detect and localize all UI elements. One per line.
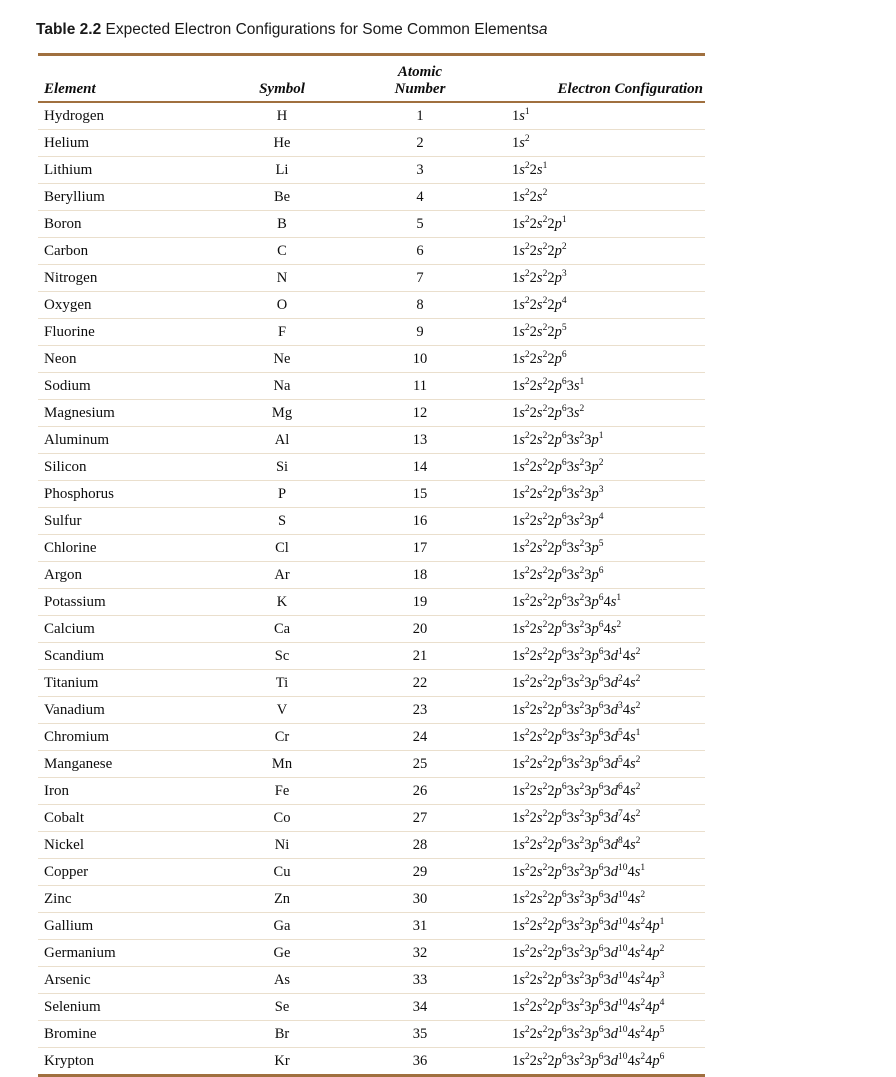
cell-element-symbol: Zn [214,886,350,913]
table-row [38,967,705,994]
cell-electron-configuration: $1s^22s^22p^1$ [490,211,705,238]
cell-element-symbol: Ni [214,832,350,859]
cell-electron-configuration: $1s^22s^22p^63s^23p^63d^{10}4s^24p^5$ [490,1021,705,1048]
table-row [38,562,705,589]
cell-element-symbol: Kr [214,1048,350,1076]
cell-electron-configuration: $1s^22s^22p^63s^23p^63d^{10}4s^24p^1$ [490,913,705,940]
cell-element-name: Iron [38,778,214,805]
cell-element-symbol: P [214,481,350,508]
cell-atomic-number: 10 [350,346,490,373]
cell-element-symbol: Ne [214,346,350,373]
table-row [38,670,705,697]
cell-element-name: Fluorine [38,319,214,346]
cell-atomic-number: 27 [350,805,490,832]
cell-atomic-number: 19 [350,589,490,616]
cell-atomic-number: 26 [350,778,490,805]
cell-atomic-number: 28 [350,832,490,859]
cell-electron-configuration: $1s^22s^22p^63s^23p^4$ [490,508,705,535]
cell-element-symbol: Ti [214,670,350,697]
cell-electron-configuration: $1s^22s^22p^63s^23p^63d^{10}4s^24p^3$ [490,967,705,994]
cell-element-symbol: Al [214,427,350,454]
table-row [38,751,705,778]
cell-element-name: Silicon [38,454,214,481]
cell-element-symbol: He [214,130,350,157]
cell-element-name: Nickel [38,832,214,859]
table-header-row [38,64,705,102]
cell-element-name: Cobalt [38,805,214,832]
cell-element-symbol: N [214,265,350,292]
table-caption [36,20,736,40]
cell-element-symbol: O [214,292,350,319]
cell-electron-configuration: $1s^22s^22p^63s^23p^5$ [490,535,705,562]
cell-element-symbol: Ca [214,616,350,643]
cell-electron-configuration: $1s^22s^22p^63s^23p^63d^{10}4s^24p^2$ [490,940,705,967]
cell-element-symbol: Mg [214,400,350,427]
cell-element-name: Vanadium [38,697,214,724]
cell-electron-configuration: $1s^22s^22p^63s^23p^63d^{10}4s^24p^4$ [490,994,705,1021]
table-row [38,1021,705,1048]
cell-atomic-number: 18 [350,562,490,589]
cell-atomic-number: 24 [350,724,490,751]
cell-atomic-number: 15 [350,481,490,508]
cell-electron-configuration: $1s^22s^22p^63s^23p^63d^14s^2$ [490,643,705,670]
cell-element-symbol: F [214,319,350,346]
table-row [38,265,705,292]
cell-element-name: Hydrogen [38,102,214,130]
table-row [38,616,705,643]
cell-atomic-number: 22 [350,670,490,697]
cell-element-name: Argon [38,562,214,589]
table-row [38,724,705,751]
table-caption-text: Expected Electron Configurations for Some Common Elements [105,21,539,38]
cell-atomic-number: 31 [350,913,490,940]
cell-element-name: Bromine [38,1021,214,1048]
cell-element-name: Phosphorus [38,481,214,508]
cell-element-name: Chlorine [38,535,214,562]
table-header [38,55,705,103]
cell-electron-configuration: $1s^22s^22p^5$ [490,319,705,346]
table-row [38,400,705,427]
cell-element-name: Zinc [38,886,214,913]
cell-atomic-number: 2 [350,130,490,157]
table-row [38,940,705,967]
cell-electron-configuration: $1s^22s^22p^63s^23p^3$ [490,481,705,508]
table-caption-label: Table 2.2 [36,21,102,38]
cell-atomic-number: 9 [350,319,490,346]
cell-element-symbol: Fe [214,778,350,805]
cell-element-name: Manganese [38,751,214,778]
cell-element-symbol: Se [214,994,350,1021]
table-row [38,454,705,481]
cell-element-name: Aluminum [38,427,214,454]
table-row [38,778,705,805]
cell-atomic-number: 8 [350,292,490,319]
cell-electron-configuration: $1s^22s^22p^63s^23p^63d^24s^2$ [490,670,705,697]
cell-electron-configuration: $1s^22s^22p^63s^23p^63d^{10}4s^1$ [490,859,705,886]
cell-electron-configuration: $1s^22s^22p^63s^23p^63d^54s^1$ [490,724,705,751]
cell-atomic-number: 5 [350,211,490,238]
table-row [38,994,705,1021]
cell-atomic-number: 4 [350,184,490,211]
electron-configuration-table [38,53,705,1077]
column-header-element: Element [38,64,214,102]
cell-atomic-number: 6 [350,238,490,265]
cell-element-symbol: Li [214,157,350,184]
cell-element-name: Neon [38,346,214,373]
table-body [38,102,705,1076]
table-row [38,184,705,211]
cell-electron-configuration: $1s^22s^22p^63s^23p^63d^34s^2$ [490,697,705,724]
table-row [38,157,705,184]
cell-element-name: Helium [38,130,214,157]
cell-element-name: Beryllium [38,184,214,211]
cell-electron-configuration: $1s^22s^22p^63s^23p^2$ [490,454,705,481]
cell-element-symbol: H [214,102,350,130]
cell-element-name: Boron [38,211,214,238]
cell-element-name: Arsenic [38,967,214,994]
header-spacer-cell [214,55,350,65]
cell-element-symbol: Co [214,805,350,832]
cell-element-name: Krypton [38,1048,214,1076]
cell-element-name: Selenium [38,994,214,1021]
cell-element-symbol: K [214,589,350,616]
table-row [38,697,705,724]
table-row [38,508,705,535]
cell-atomic-number: 7 [350,265,490,292]
cell-electron-configuration: $1s^22s^22p^3$ [490,265,705,292]
cell-atomic-number: 21 [350,643,490,670]
cell-element-name: Chromium [38,724,214,751]
electron-configuration-table-wrapper [38,53,705,1077]
column-header-atomic-number [350,64,490,102]
cell-element-symbol: Na [214,373,350,400]
table-row [38,130,705,157]
cell-element-symbol: Ga [214,913,350,940]
cell-element-symbol: C [214,238,350,265]
cell-element-name: Copper [38,859,214,886]
table-row [38,832,705,859]
column-header-electron-configuration: Electron Configuration [490,64,705,102]
cell-electron-configuration: $1s^22s^22p^2$ [490,238,705,265]
cell-element-name: Oxygen [38,292,214,319]
table-row [38,319,705,346]
table-row [38,913,705,940]
cell-atomic-number: 34 [350,994,490,1021]
cell-element-symbol: Cr [214,724,350,751]
cell-electron-configuration: $1s^22s^2$ [490,184,705,211]
cell-atomic-number: 25 [350,751,490,778]
table-row [38,346,705,373]
cell-electron-configuration: $1s^22s^22p^63s^23p^63d^{10}4s^24p^6$ [490,1048,705,1076]
cell-atomic-number: 29 [350,859,490,886]
table-row [38,481,705,508]
cell-element-name: Lithium [38,157,214,184]
table-row [38,373,705,400]
cell-element-name: Germanium [38,940,214,967]
cell-atomic-number: 16 [350,508,490,535]
table-row [38,643,705,670]
cell-electron-configuration: $1s^22s^22p^63s^23p^63d^{10}4s^2$ [490,886,705,913]
cell-element-name: Calcium [38,616,214,643]
cell-element-name: Potassium [38,589,214,616]
cell-atomic-number: 1 [350,102,490,130]
column-header-atomic-number-line1: Atomic [397,64,443,80]
cell-element-symbol: Mn [214,751,350,778]
cell-electron-configuration: $1s^22s^22p^4$ [490,292,705,319]
cell-electron-configuration: $1s^22s^22p^63s^23p^1$ [490,427,705,454]
cell-electron-configuration: $1s^22s^22p^63s^23p^63d^74s^2$ [490,805,705,832]
cell-element-symbol: S [214,508,350,535]
cell-atomic-number: 12 [350,400,490,427]
cell-electron-configuration: $1s^22s^1$ [490,157,705,184]
cell-electron-configuration: $1s^22s^22p^63s^23p^6$ [490,562,705,589]
cell-atomic-number: 20 [350,616,490,643]
cell-electron-configuration: $1s^22s^22p^63s^23p^63d^84s^2$ [490,832,705,859]
cell-electron-configuration: $1s^22s^22p^6$ [490,346,705,373]
table-row [38,805,705,832]
cell-electron-configuration: $1s^22s^22p^63s^23p^64s^2$ [490,616,705,643]
cell-element-symbol: Cu [214,859,350,886]
cell-electron-configuration: $1s^22s^22p^63s^23p^63d^54s^2$ [490,751,705,778]
cell-element-name: Sodium [38,373,214,400]
cell-atomic-number: 35 [350,1021,490,1048]
cell-element-name: Carbon [38,238,214,265]
cell-element-symbol: Si [214,454,350,481]
cell-atomic-number: 3 [350,157,490,184]
cell-element-symbol: Cl [214,535,350,562]
cell-atomic-number: 11 [350,373,490,400]
cell-atomic-number: 23 [350,697,490,724]
table-row [38,1048,705,1076]
cell-element-symbol: B [214,211,350,238]
cell-electron-configuration: $1s^22s^22p^63s^2$ [490,400,705,427]
cell-element-name: Scandium [38,643,214,670]
column-header-atomic-number-line2: Number [394,81,446,97]
cell-atomic-number: 13 [350,427,490,454]
cell-electron-configuration: $1s^22s^22p^63s^23p^63d^64s^2$ [490,778,705,805]
cell-atomic-number: 14 [350,454,490,481]
table-row [38,211,705,238]
cell-element-symbol: Be [214,184,350,211]
cell-electron-configuration: $1s^2$ [490,130,705,157]
cell-element-name: Magnesium [38,400,214,427]
table-row [38,292,705,319]
table-row [38,427,705,454]
cell-element-symbol: Ar [214,562,350,589]
header-spacer-cell [38,55,214,65]
cell-electron-configuration: $1s^22s^22p^63s^23p^64s^1$ [490,589,705,616]
cell-atomic-number: 30 [350,886,490,913]
cell-atomic-number: 33 [350,967,490,994]
cell-atomic-number: 32 [350,940,490,967]
table-row [38,859,705,886]
cell-element-name: Sulfur [38,508,214,535]
cell-atomic-number: 36 [350,1048,490,1076]
cell-element-name: Gallium [38,913,214,940]
header-spacer-row [38,55,705,65]
cell-element-symbol: Br [214,1021,350,1048]
table-row [38,102,705,130]
cell-element-symbol: As [214,967,350,994]
column-header-symbol: Symbol [214,64,350,102]
cell-element-symbol: Ge [214,940,350,967]
header-spacer-cell [490,55,705,65]
cell-element-name: Nitrogen [38,265,214,292]
table-row [38,535,705,562]
cell-electron-configuration: $1s^1$ [490,102,705,130]
cell-element-symbol: V [214,697,350,724]
table-row [38,886,705,913]
table-row [38,589,705,616]
cell-electron-configuration: $1s^22s^22p^63s^1$ [490,373,705,400]
header-spacer-cell [350,55,490,65]
cell-element-symbol: Sc [214,643,350,670]
cell-element-name: Titanium [38,670,214,697]
table-row [38,238,705,265]
table-caption-footnote-marker: a [538,21,548,38]
cell-atomic-number: 17 [350,535,490,562]
